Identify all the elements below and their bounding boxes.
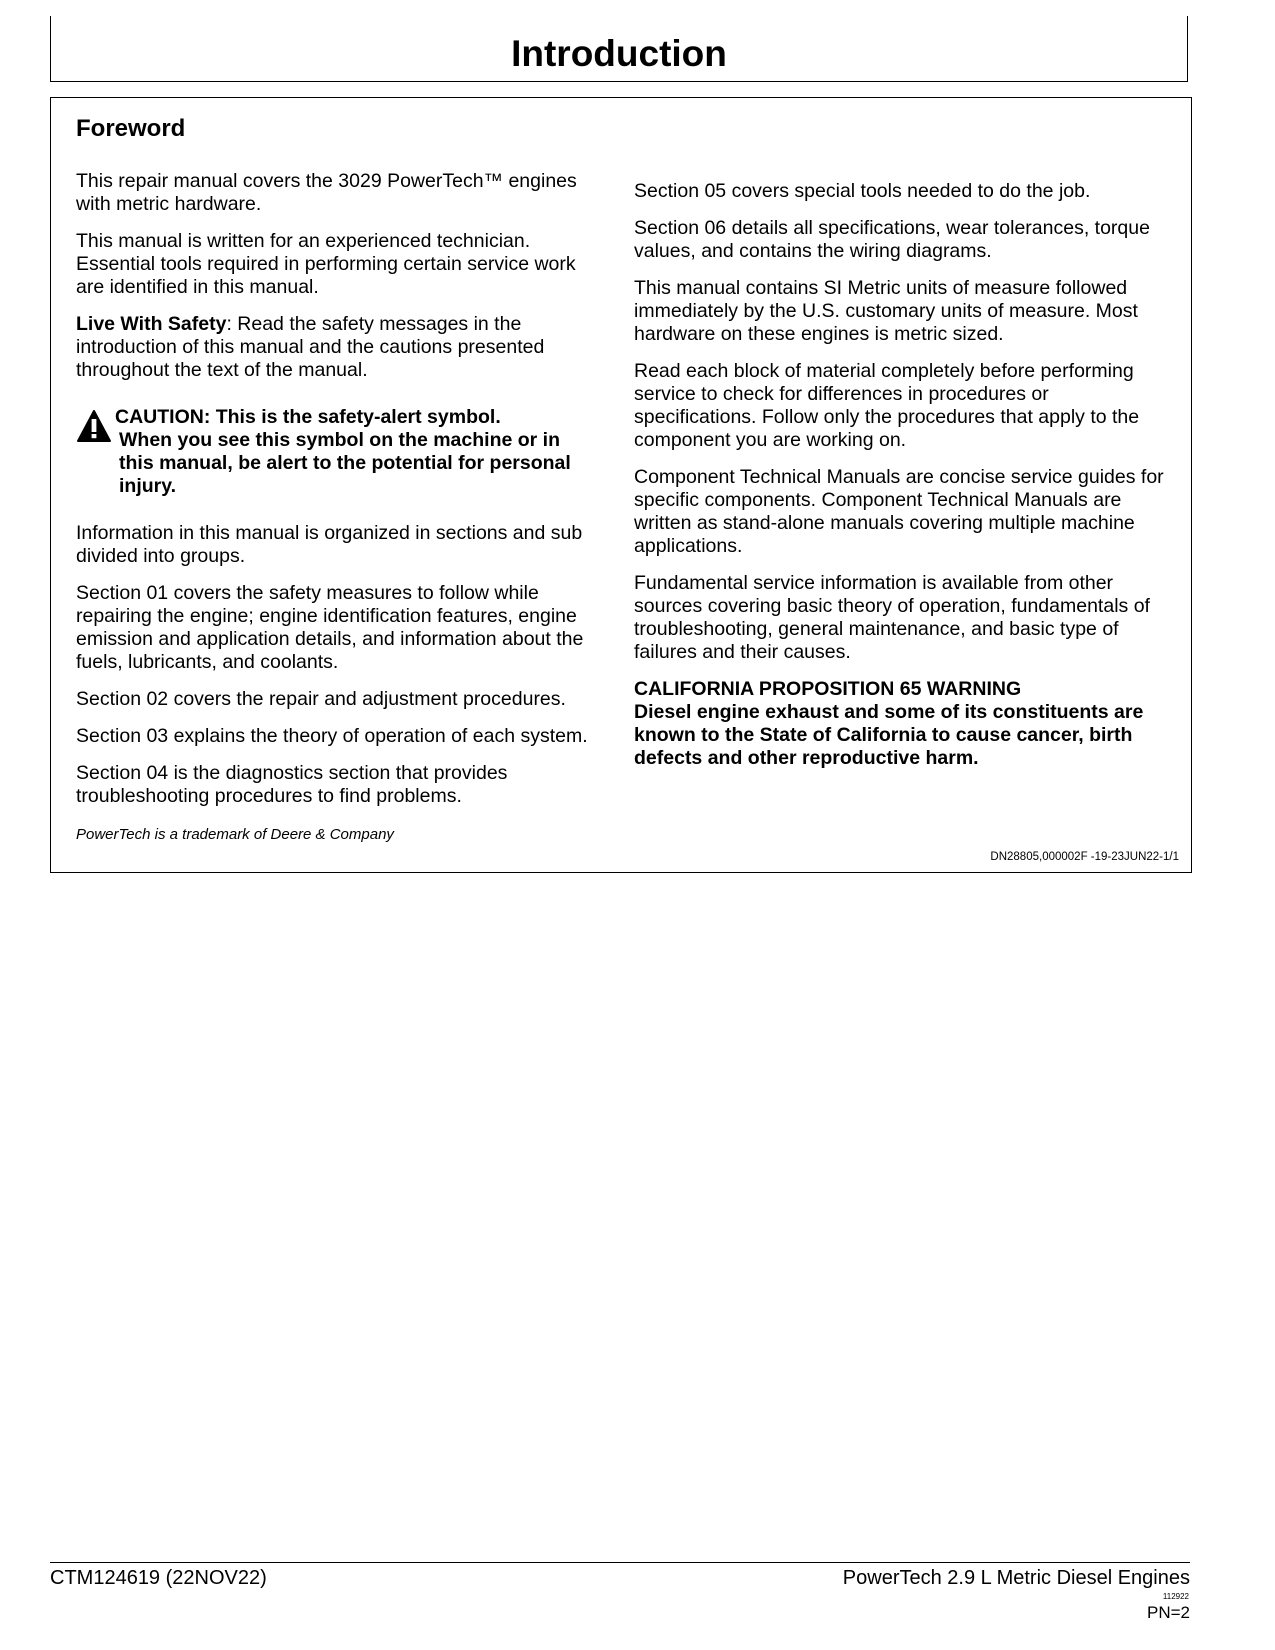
page-title: Introduction [511, 33, 727, 74]
right-column [634, 180, 1169, 784]
footer-code: 112922 [1162, 1592, 1189, 1601]
paragraph-live-with-safety [76, 313, 606, 382]
paragraph: Section 02 covers the repair and adjustment procedures. [76, 688, 566, 710]
live-with-safety-text: : Read the safety messages in the introduction of this manual and the cautions presented throughout the text of the manual. [76, 313, 545, 381]
footer-manual-id: CTM124619 (22NOV22) [50, 1567, 267, 1589]
prop65-warning [634, 678, 1169, 770]
live-with-safety-label: Live With Safety [76, 313, 227, 335]
paragraph: Section 03 explains the theory of operation of each system. [76, 725, 588, 747]
warning-heading: CALIFORNIA PROPOSITION 65 WARNING [634, 678, 1022, 700]
paragraph: Section 01 covers the safety measures to follow while repairing the engine; engine identification features, engine emission and application details, and information about the fuels, lubricants, and coolants. [76, 582, 584, 673]
page-header [50, 16, 1188, 82]
paragraph: Section 05 covers special tools needed to do the job. [634, 180, 1091, 202]
trademark-note: PowerTech is a trademark of Deere & Company [76, 826, 394, 843]
section-title: Foreword [76, 115, 186, 142]
caution-text [115, 406, 585, 498]
paragraph: Read each block of material completely before performing service to check for differences in procedures or specifications. Follow only the procedures that apply to the component you are working on. [634, 360, 1140, 451]
paragraph: Component Technical Manuals are concise service guides for specific components. Component Technical Manuals are written as stand-alone manuals covering multiple machine applications. [634, 466, 1164, 557]
caution-block [76, 406, 606, 498]
caution-body: When you see this symbol on the machine or in this manual, be alert to the potential for personal injury. [119, 429, 571, 497]
footer-divider [50, 1562, 1190, 1563]
paragraph: Fundamental service information is available from other sources covering basic theory of operation, fundamentals of troubleshooting, general maintenance, and basic type of failures and their causes. [634, 572, 1150, 663]
left-column [76, 170, 606, 822]
footer-manual-title: PowerTech 2.9 L Metric Diesel Engines [842, 1567, 1190, 1589]
document-code: DN28805,000002F -19-23JUN22-1/1 [990, 851, 1179, 863]
paragraph: This repair manual covers the 3029 PowerTech™ engines with metric hardware. [76, 170, 577, 215]
paragraph: Section 04 is the diagnostics section that provides troubleshooting procedures to find problems. [76, 762, 508, 807]
paragraph: Section 06 details all specifications, wear tolerances, torque values, and contains the wiring diagrams. [634, 217, 1150, 262]
foreword-section [50, 97, 1192, 873]
paragraph: This manual is written for an experienced technician. Essential tools required in performing certain service work are identified in this manual. [76, 230, 576, 298]
page-number: PN=2 [1147, 1603, 1190, 1622]
warning-body: Diesel engine exhaust and some of its constituents are known to the State of California to cause cancer, birth defects and other reproductive harm. [634, 701, 1144, 769]
paragraph: This manual contains SI Metric units of measure followed immediately by the U.S. customary units of measure. Most hardware on these engines is metric sized. [634, 277, 1138, 345]
safety-alert-icon [76, 409, 112, 443]
paragraph: Information in this manual is organized in sections and sub divided into groups. [76, 522, 583, 567]
caution-heading: CAUTION: This is the safety-alert symbol. [115, 406, 501, 428]
